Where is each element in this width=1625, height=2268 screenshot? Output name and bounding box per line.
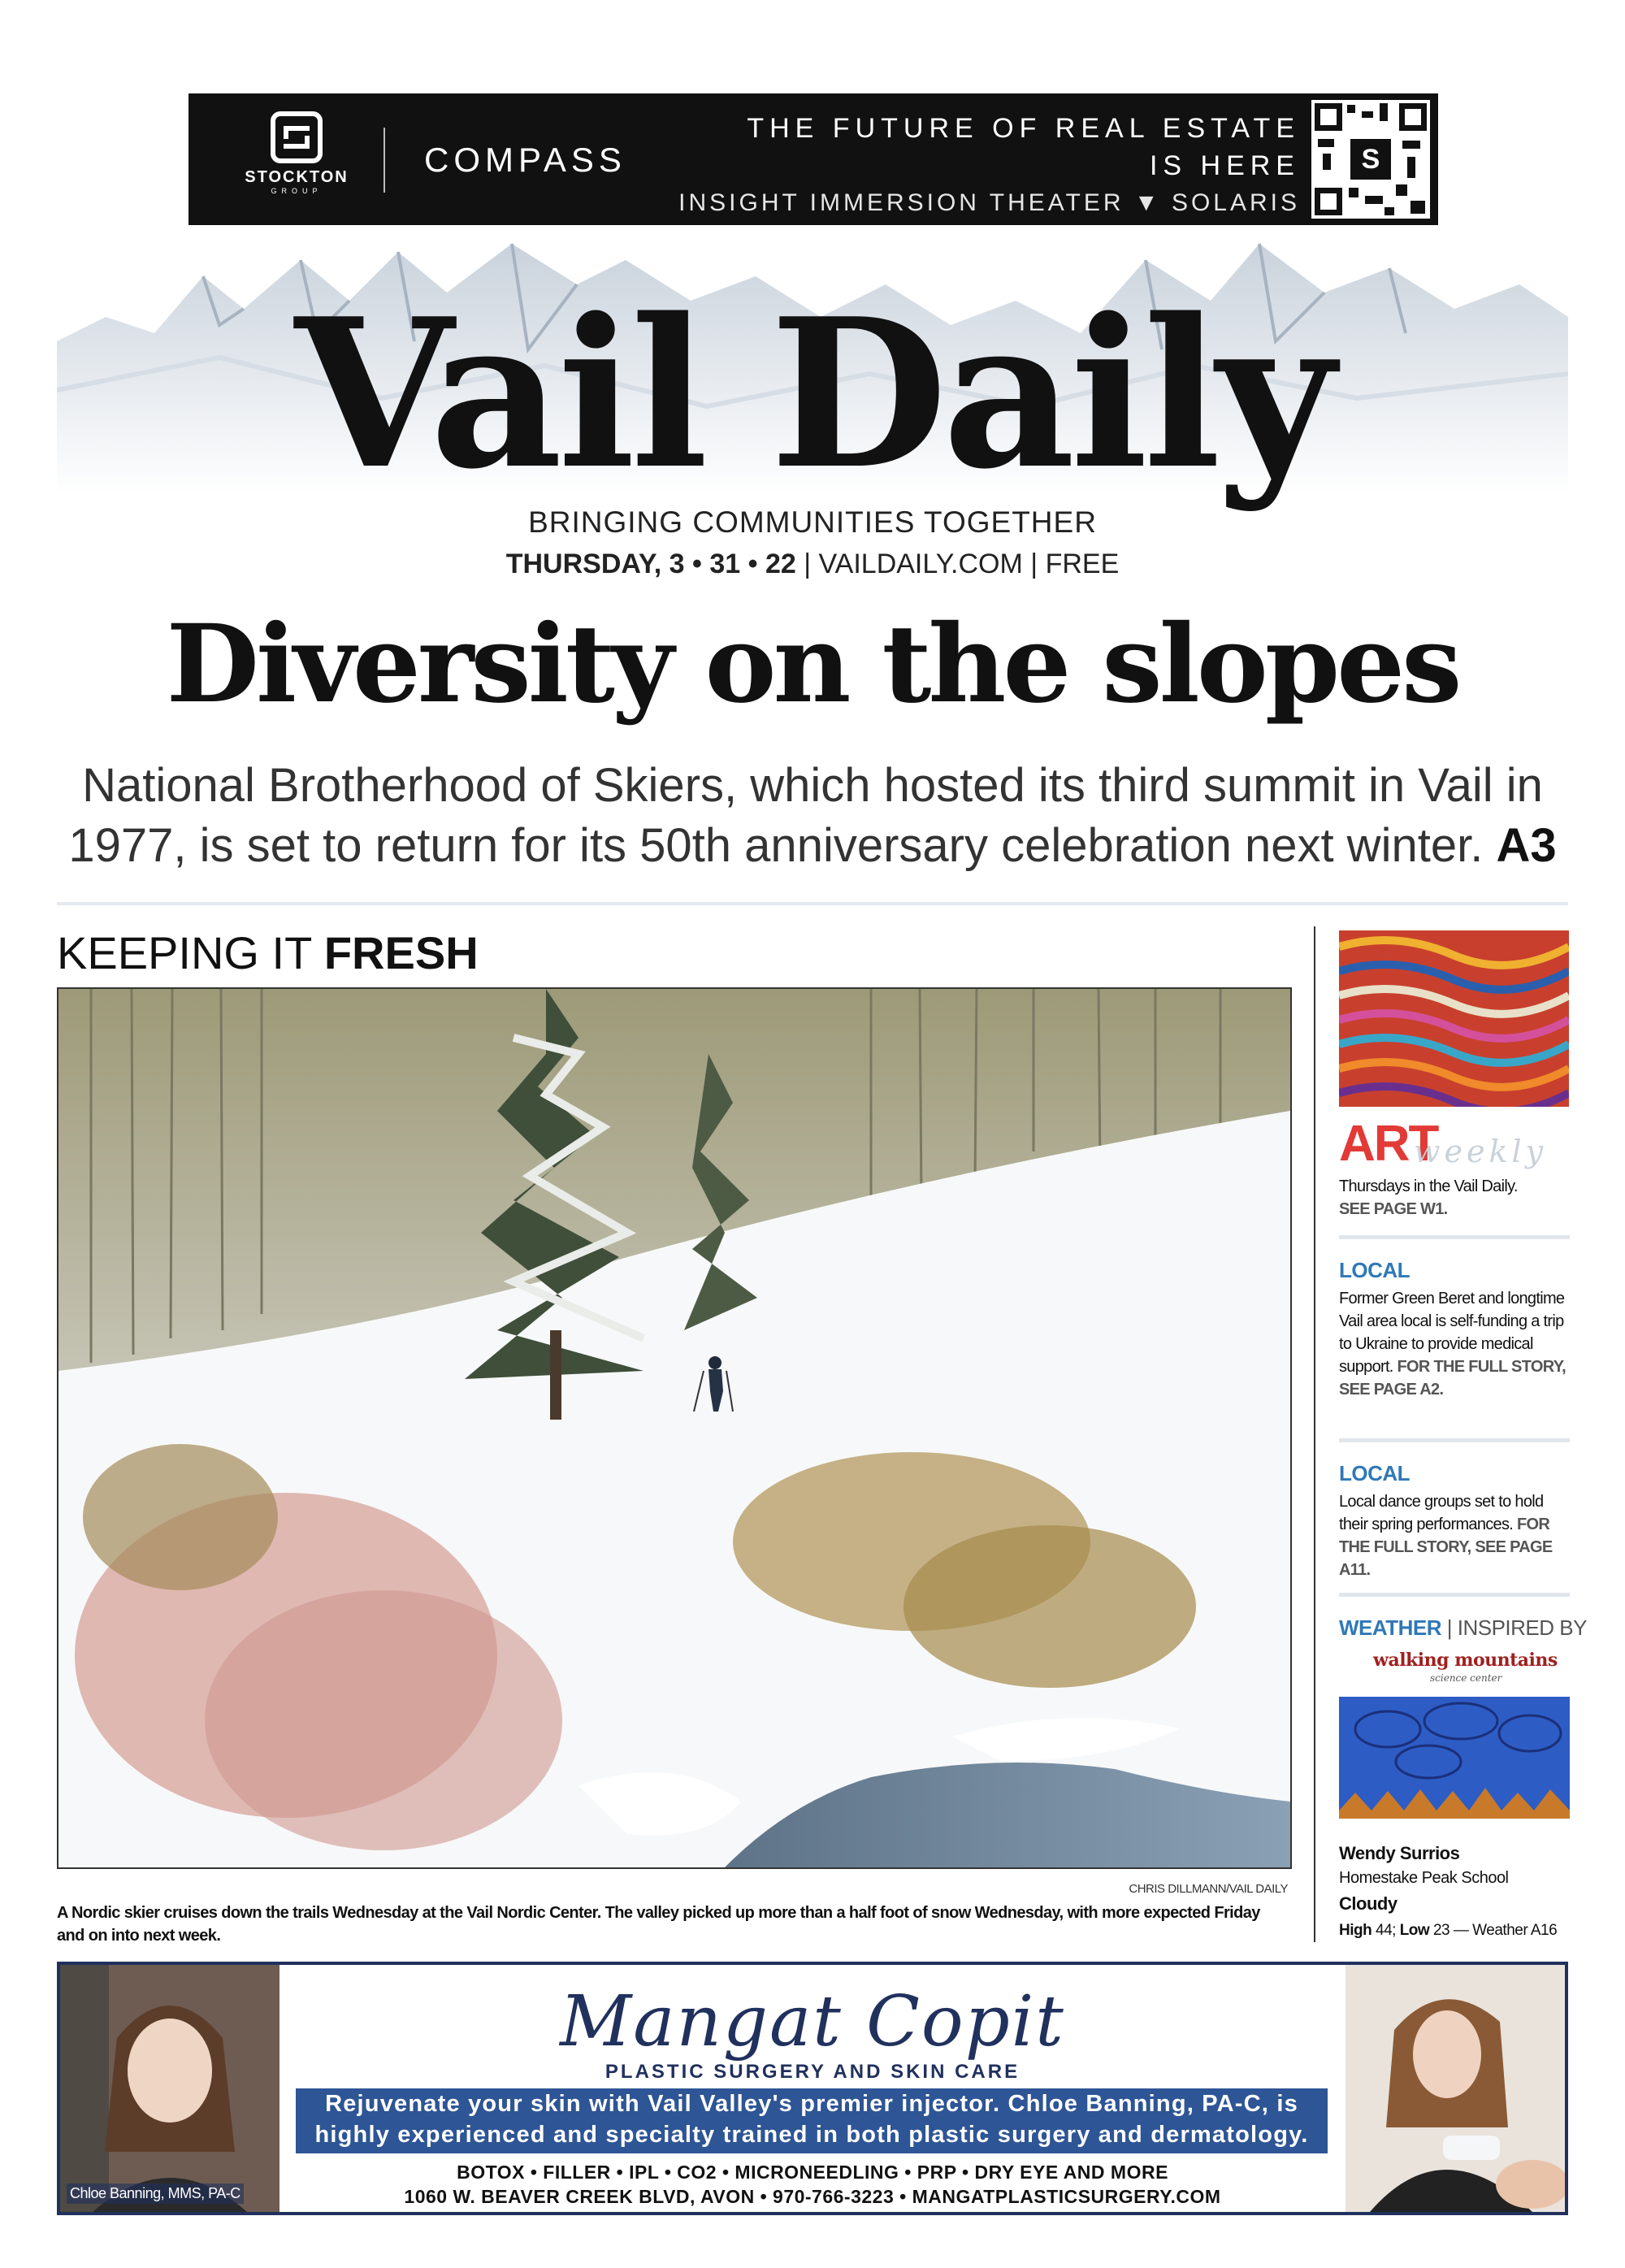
lead-headline[interactable]: Diversity on the slopes <box>166 601 1459 727</box>
top-ad-banner[interactable] <box>188 93 1438 225</box>
local2-page-ref[interactable]: FOR THE FULL STORY, SEE PAGE A11. <box>1339 1516 1553 1579</box>
art-teaser[interactable]: Thursdays in the Vail Daily. SEE PAGE W1. <box>1339 1175 1570 1221</box>
stockton-s-icon <box>271 111 323 163</box>
qr-center-logo: S <box>1350 139 1391 180</box>
photo-credit: CHRIS DILLMANN/VAIL DAILY <box>1129 1882 1288 1896</box>
sidebar-divider <box>1339 1438 1570 1442</box>
procedure-photo <box>1346 1965 1565 2212</box>
lead-page-ref[interactable]: A3 <box>1496 819 1557 872</box>
stockton-sub: GROUP <box>271 187 323 195</box>
ad-address[interactable]: 1060 W. BEAVER CREEK BLVD, AVON • 970-766-3223 • MANGATPLASTICSURGERY.COM <box>404 2186 1221 2207</box>
local2-teaser[interactable]: Local dance groups set to hold their spring performances. FOR THE FULL STORY, SEE PAGE A11. <box>1339 1493 1553 1579</box>
weather-condition: Cloudy <box>1339 1893 1398 1914</box>
stockton-logo <box>236 111 358 195</box>
walking-mountains-sub: science center <box>1430 1672 1502 1684</box>
photo-kicker: KEEPING IT FRESH <box>57 927 479 978</box>
art-weekly-wordmark: weekly <box>1414 1134 1548 1169</box>
ad-message-band: Rejuvenate your skin with Vail Valley's premier injector. Chloe Banning, PA-C, is highly experienced and specialty trained in both plastic surgery and dermatology. <box>296 2088 1328 2153</box>
art-page-ref[interactable]: SEE PAGE W1. <box>1339 1200 1448 1218</box>
weather-school: Homestake Peak School <box>1339 1869 1509 1887</box>
qr-code[interactable] <box>1311 100 1430 219</box>
bottom-ad-banner[interactable] <box>57 1962 1568 2215</box>
location-pin-icon: ▼ <box>1133 189 1162 216</box>
injector-photo <box>60 1965 280 2212</box>
qr-finder-icon <box>1315 188 1342 215</box>
art-logo: ART <box>1339 1116 1438 1172</box>
ad-divider <box>384 128 385 193</box>
ad-line2: IS HERE <box>1149 150 1300 181</box>
weather-label: WEATHER | INSPIRED BY <box>1339 1615 1587 1640</box>
ad-copy <box>678 110 1300 222</box>
dateline: THURSDAY, 3 • 31 • 22 | VAILDAILY.COM | FREE <box>505 549 1120 579</box>
masthead-tagline: BRINGING COMMUNITIES TOGETHER <box>528 505 1097 539</box>
site-link[interactable]: VAILDAILY.COM <box>818 549 1023 579</box>
injector-photo-label: Chloe Banning, MMS, PA-C <box>67 2183 244 2204</box>
mangat-copit-logo: Mangat Copit <box>560 1981 1065 2062</box>
weather-drawing <box>1339 1697 1570 1835</box>
local2-label: LOCAL <box>1339 1461 1410 1485</box>
photo-caption: A Nordic skier cruises down the trails Wednesday at the Vail Nordic Center. The valley picked up more than a half foot of snow Wednesday, with more expected Friday and on into next week. <box>57 1904 1260 1945</box>
section-divider <box>57 902 1568 905</box>
art-weekly-image[interactable] <box>1339 930 1569 1107</box>
local1-label: LOCAL <box>1339 1258 1410 1282</box>
walking-mountains-logo: walking mountains <box>1373 1650 1558 1671</box>
ad-line1: THE FUTURE OF REAL ESTATE <box>747 113 1300 144</box>
local1-teaser[interactable]: Former Green Beret and longtime Vail area local is self-funding a trip to Ukraine to provide medical support. FOR THE FULL STORY, SEE PAGE A2. <box>1339 1290 1566 1399</box>
compass-logo: COMPASS <box>424 141 626 179</box>
sidebar-divider <box>1339 1593 1570 1597</box>
masthead-title: Vail Daily <box>294 274 1331 514</box>
local1-page-ref[interactable]: FOR THE FULL STORY, SEE PAGE A2. <box>1339 1358 1566 1399</box>
weather-temps[interactable]: High 44; Low 23 — Weather A16 <box>1339 1922 1558 1939</box>
qr-finder-icon <box>1315 103 1342 131</box>
weather-artist: Wendy Surrios <box>1339 1843 1460 1863</box>
lead-subhead: National Brotherhood of Skiers, which hosted its third summit in Vail in 1977, is set to return for its 50th anniversary celebration next winter. A3 <box>68 759 1557 872</box>
issue-date: THURSDAY, 3 • 31 • 22 <box>505 549 796 579</box>
weather-page-ref: — Weather A16 <box>1453 1922 1558 1939</box>
sidebar-divider <box>1339 1235 1570 1239</box>
lead-photo[interactable] <box>57 987 1292 1869</box>
ad-line3: INSIGHT IMMERSION THEATER ▼ SOLARIS <box>678 189 1300 216</box>
mangat-copit-sub: PLASTIC SURGERY AND SKIN CARE <box>604 2061 1020 2083</box>
qr-finder-icon <box>1399 103 1427 131</box>
stockton-name: STOCKTON <box>245 168 349 186</box>
price: FREE <box>1045 549 1120 579</box>
ad-services: BOTOX • FILLER • IPL • CO2 • MICRONEEDLING • PRP • DRY EYE AND MORE <box>457 2162 1168 2183</box>
column-rule <box>1314 926 1315 1942</box>
